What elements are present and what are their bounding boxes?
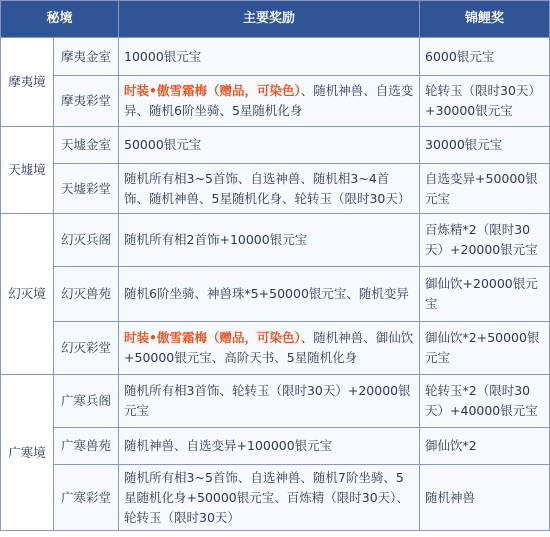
room-cell: 幻灭兵阁 bbox=[54, 214, 119, 267]
header-row bbox=[1, 1, 550, 38]
main-reward-cell bbox=[119, 375, 420, 428]
realm-cell: 幻灭境 bbox=[1, 214, 54, 375]
koi-reward-cell: 御仙饮*2 bbox=[420, 428, 550, 465]
room-cell: 幻灭兽苑 bbox=[54, 267, 119, 322]
koi-reward-cell: 30000银元宝 bbox=[420, 127, 550, 164]
koi-reward-cell: 御仙饮+20000银元宝 bbox=[420, 267, 550, 322]
reward-text: 随机6阶坐骑、神兽珠*5+50000银元宝、随机变异 bbox=[124, 286, 409, 301]
main-reward-cell bbox=[119, 322, 420, 375]
table-row bbox=[1, 267, 550, 322]
room-cell: 摩夷彩堂 bbox=[54, 76, 119, 127]
main-reward-cell bbox=[119, 214, 420, 267]
koi-reward-cell: 百炼精*2（限时30天）+20000银元宝 bbox=[420, 214, 550, 267]
reward-text: 、随机神兽、御仙饮+50000银元宝、高阶天书、5星随机化身 bbox=[124, 330, 414, 365]
reward-text: 、随机神兽、自选变异、随机6阶坐骑、5星随机化身 bbox=[124, 83, 414, 118]
main-reward-cell bbox=[119, 38, 420, 76]
koi-reward-cell: 轮转玉（限时30天）+30000银元宝 bbox=[420, 76, 550, 127]
realm-cell: 摩夷境 bbox=[1, 38, 54, 127]
koi-reward-cell: 随机神兽 bbox=[420, 465, 550, 531]
main-reward-cell bbox=[119, 164, 420, 214]
reward-text: 随机所有相2首饰+10000银元宝 bbox=[124, 232, 308, 247]
realm-cell: 天墟境 bbox=[1, 127, 54, 214]
header-koi-reward: 锦鲤奖 bbox=[420, 1, 550, 38]
table-row bbox=[1, 127, 550, 164]
main-reward-cell bbox=[119, 465, 420, 531]
table-row bbox=[1, 375, 550, 428]
koi-reward-cell: 轮转玉*2（限时30天）+40000银元宝 bbox=[420, 375, 550, 428]
room-cell: 摩夷金室 bbox=[54, 38, 119, 76]
reward-text: 随机所有相3首饰、轮转玉（限时30天）+20000银元宝 bbox=[124, 383, 411, 418]
header-main-reward: 主要奖励 bbox=[119, 1, 420, 38]
main-reward-cell bbox=[119, 428, 420, 465]
reward-text: 10000银元宝 bbox=[124, 48, 202, 64]
room-cell: 天墟彩堂 bbox=[54, 164, 119, 214]
reward-text: 50000银元宝 bbox=[124, 137, 202, 152]
table-row bbox=[1, 76, 550, 127]
koi-reward-cell: 御仙饮*2+50000银元宝 bbox=[420, 322, 550, 375]
koi-reward-cell: 6000银元宝 bbox=[420, 38, 550, 76]
table-row bbox=[1, 465, 550, 531]
room-cell: 广寒彩堂 bbox=[54, 465, 119, 531]
main-reward-cell bbox=[119, 76, 420, 127]
table-row bbox=[1, 428, 550, 465]
reward-text: 随机神兽、自选变异+100000银元宝 bbox=[124, 438, 333, 453]
room-cell: 天墟金室 bbox=[54, 127, 119, 164]
koi-reward-cell: 自选变异+50000银元宝 bbox=[420, 164, 550, 214]
room-cell: 广寒兽苑 bbox=[54, 428, 119, 465]
table-row bbox=[1, 322, 550, 375]
room-cell: 广寒兵阁 bbox=[54, 375, 119, 428]
table-row bbox=[1, 214, 550, 267]
reward-text: 随机所有相3~5首饰、自选神兽、随机7阶坐骑、5星随机化身+50000银元宝、百炼精（限时30天）、轮转玉（限时30天） bbox=[124, 469, 409, 525]
table-body bbox=[1, 38, 550, 531]
room-cell: 幻灭彩堂 bbox=[54, 322, 119, 375]
reward-text: 随机所有相3~5首饰、自选神兽、随机相3~4首饰、随机神兽、5星随机化身、轮转玉（限时30天） bbox=[124, 170, 411, 206]
main-reward-cell bbox=[119, 267, 420, 322]
header-realm: 秘境 bbox=[1, 1, 119, 38]
table-row bbox=[1, 164, 550, 214]
main-reward-cell bbox=[119, 127, 420, 164]
realm-cell: 广寒境 bbox=[1, 375, 54, 531]
highlight-reward: 时装•傲雪霜梅（赠品，可染色） bbox=[124, 83, 301, 98]
table-row bbox=[1, 38, 550, 76]
highlight-reward: 时装•傲雪霜梅（赠品，可染色） bbox=[124, 330, 301, 345]
